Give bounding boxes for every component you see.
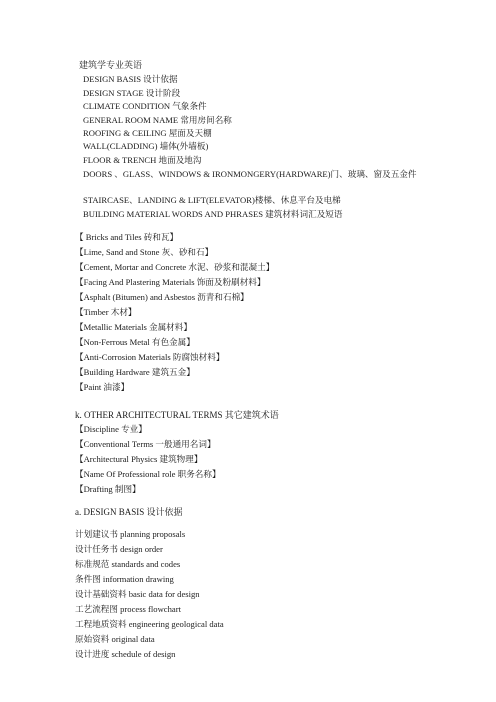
material-item: 【Building Hardware 建筑五金】 bbox=[75, 367, 195, 377]
design-basis-item: 工艺流程图 process flowchart bbox=[75, 604, 181, 614]
material-item: 【 Bricks and Tiles 砖和瓦】 bbox=[75, 232, 179, 242]
other-terms-item: 【Drafting 制图】 bbox=[75, 484, 141, 494]
toc-item: DESIGN BASIS 设计依据 bbox=[83, 74, 178, 84]
material-item: 【Metallic Materials 金属材料】 bbox=[75, 322, 192, 332]
toc-item: FLOOR & TRENCH 地面及地沟 bbox=[83, 155, 202, 165]
other-terms-item: 【Conventional Terms 一般通用名词】 bbox=[75, 439, 216, 449]
other-terms-item: 【Architectural Physics 建筑物理】 bbox=[75, 454, 203, 464]
material-item: 【Paint 油漆】 bbox=[75, 382, 130, 392]
toc-item: CLIMATE CONDITION 气象条件 bbox=[83, 101, 207, 111]
design-basis-heading: a. DESIGN BASIS 设计依据 bbox=[75, 507, 183, 517]
material-item: 【Non-Ferrous Metal 有色金属】 bbox=[75, 337, 195, 347]
other-terms-item: 【Name Of Professional role 职务名称】 bbox=[75, 469, 221, 479]
document-title: 建筑学专业英语 bbox=[79, 60, 143, 70]
design-basis-item: 设计任务书 design order bbox=[75, 544, 163, 554]
design-basis-item: 原始资料 original data bbox=[75, 634, 155, 644]
toc-item: DESIGN STAGE 设计阶段 bbox=[83, 88, 181, 98]
design-basis-item: 工程地质资料 engineering geological data bbox=[75, 619, 224, 629]
design-basis-item: 计划建议书 planning proposals bbox=[75, 529, 186, 539]
design-basis-item: 设计进度 schedule of design bbox=[75, 649, 176, 659]
design-basis-item: 标准规范 standards and codes bbox=[75, 559, 181, 569]
material-item: 【Timber 木材】 bbox=[75, 307, 137, 317]
toc-item: ROOFING & CEILING 屋面及天棚 bbox=[83, 128, 212, 138]
other-terms-heading: k. OTHER ARCHITECTURAL TERMS 其它建筑术语 bbox=[75, 410, 279, 420]
toc-item: STAIRCASE、LANDING & LIFT(ELEVATOR)楼梯、休息平台及电梯 bbox=[83, 195, 341, 205]
design-basis-item: 条件图 information drawing bbox=[75, 574, 174, 584]
material-item: 【Facing And Plastering Materials 饰面及粉刷材料】 bbox=[75, 277, 266, 287]
toc-item: WALL(CLADDING) 墙体(外墙板) bbox=[83, 141, 209, 151]
toc-item: BUILDING MATERIAL WORDS AND PHRASES 建筑材料词汇及短语 bbox=[83, 209, 343, 219]
material-item: 【Cement, Mortar and Concrete 水泥、砂浆和混凝土】 bbox=[75, 262, 275, 272]
design-basis-item: 设计基础资料 basic data for design bbox=[75, 589, 200, 599]
material-item: 【Lime, Sand and Stone 灰、砂和石】 bbox=[75, 247, 214, 257]
toc-item: DOORS 、GLASS、WINDOWS & IRONMONGERY(HARDWARE)门、玻璃、窗及五金件 bbox=[83, 169, 417, 179]
material-item: 【Asphalt (Bitumen) and Asbestos 沥青和石棉】 bbox=[75, 292, 249, 302]
material-item: 【Anti-Corrosion Materials 防腐蚀材料】 bbox=[75, 352, 225, 362]
other-terms-item: 【Discipline 专业】 bbox=[75, 424, 147, 434]
toc-item: GENERAL ROOM NAME 常用房间名称 bbox=[83, 115, 232, 125]
